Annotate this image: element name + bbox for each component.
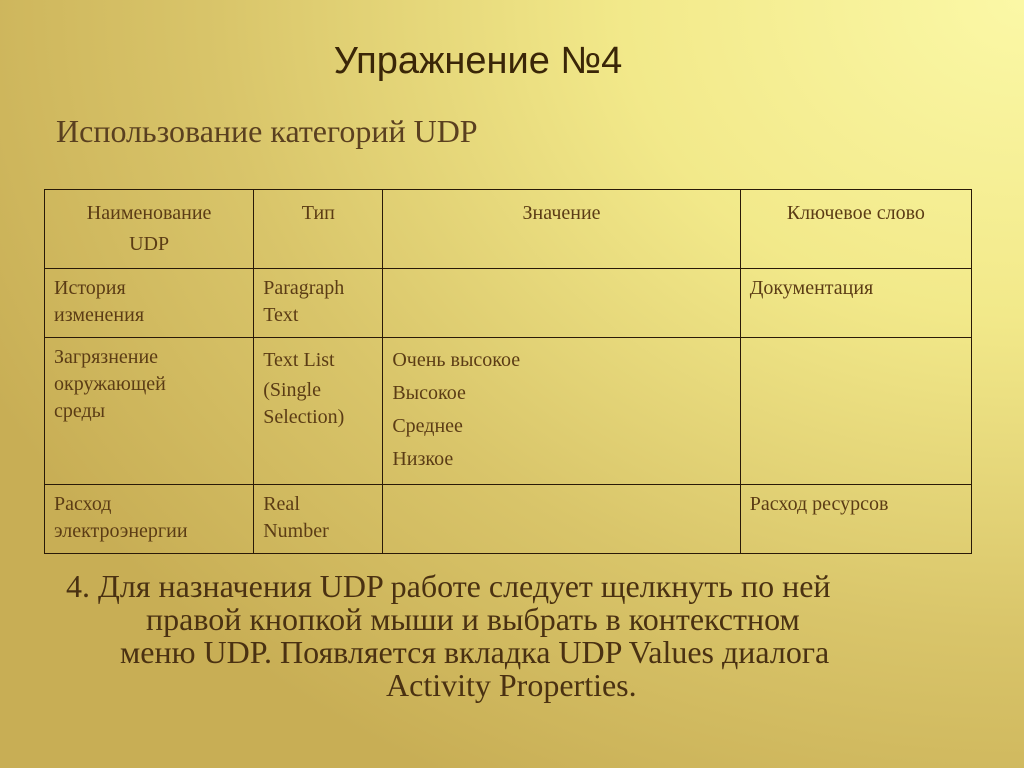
cell-type <box>254 485 383 554</box>
cell-value <box>383 269 740 338</box>
cell-type-line: Text <box>263 304 299 326</box>
table-row <box>45 485 972 554</box>
header-name-line: UDP <box>129 233 170 255</box>
cell-name-line: окружающей <box>54 373 166 395</box>
header-value <box>383 190 740 269</box>
cell-name-line: Загрязнение <box>54 346 159 368</box>
header-type-label: Тип <box>301 202 335 224</box>
table-row <box>45 338 972 485</box>
table-header-row <box>45 190 972 269</box>
value-option: Очень высокое <box>392 349 521 371</box>
cell-type <box>254 338 383 485</box>
note-line: 4. Для назначения UDP работе следует щелкнуть по ней <box>66 568 831 604</box>
cell-name <box>45 338 254 485</box>
value-option: Среднее <box>392 415 463 437</box>
header-keyword <box>740 190 971 269</box>
cell-value <box>383 338 740 485</box>
cell-type-line: (Single <box>263 379 321 401</box>
cell-name-line: электроэнергии <box>54 520 188 542</box>
cell-keyword <box>740 485 971 554</box>
cell-type-line: Real <box>263 493 300 515</box>
cell-type-line: Text List <box>263 349 335 371</box>
header-value-label: Значение <box>522 202 601 224</box>
cell-keyword-text: Расход ресурсов <box>749 493 889 515</box>
cell-type-line: Paragraph <box>263 277 345 299</box>
value-option: Низкое <box>392 448 454 470</box>
slide-title: Упражнение №4 <box>333 40 623 82</box>
cell-type-line: Selection) <box>263 406 345 428</box>
note-line: правой кнопкой мыши и выбрать в контекстном <box>146 601 800 637</box>
table-row <box>45 269 972 338</box>
header-name-line: Наименование <box>86 202 212 224</box>
cell-keyword <box>740 269 971 338</box>
note-line: меню UDP. Появляется вкладка UDP Values диалога <box>120 634 830 670</box>
cell-name-line: Расход <box>54 493 112 515</box>
cell-name-line: изменения <box>54 304 145 326</box>
instruction-note <box>66 570 966 702</box>
cell-type-line: Number <box>263 520 329 542</box>
udp-table <box>44 189 972 554</box>
header-type <box>254 190 383 269</box>
cell-keyword <box>740 338 971 485</box>
cell-name-line: История <box>54 277 126 299</box>
slide-subtitle: Использование категорий UDP <box>56 113 478 149</box>
cell-name <box>45 269 254 338</box>
cell-name-line: среды <box>54 400 106 422</box>
cell-value <box>383 485 740 554</box>
note-line: Activity Properties. <box>386 667 637 703</box>
header-keyword-label: Ключевое слово <box>786 202 925 224</box>
cell-name <box>45 485 254 554</box>
value-option: Высокое <box>392 382 466 404</box>
header-name <box>45 190 254 269</box>
cell-type <box>254 269 383 338</box>
cell-keyword-text: Документация <box>749 277 874 299</box>
